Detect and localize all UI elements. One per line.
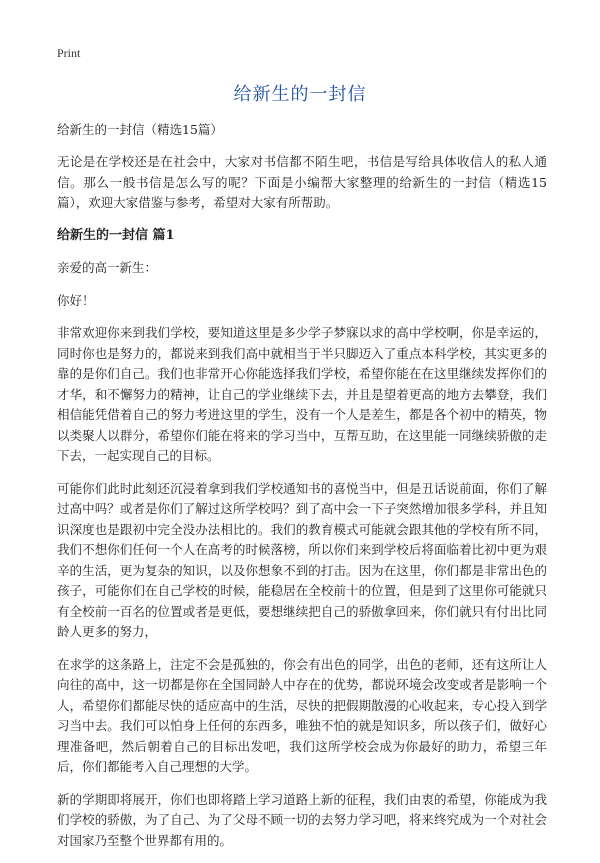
page-title: 给新生的一封信	[233, 84, 367, 105]
body-paragraph-4: 新的学期即将展开，你们也即将踏上学习道路上新的征程，我们由衷的希望，你能成为我们学校的骄傲，为了自己、为了父母不顾一切的去努力学习吧，将来终究成为一个对社会对国家乃至整个世界都有用的。	[57, 791, 547, 848]
print-link[interactable]: Print	[57, 46, 81, 60]
section-heading: 给新生的一封信 篇1	[57, 227, 175, 243]
body-paragraph-1: 非常欢迎你来到我们学校，要知道这里是多少学子梦寐以求的高中学校啊，你是幸运的，同时你也是努力的，都说来到我们高中就相当于半只脚迈入了重点本科学校，其实更多的靠的是你们自己。我们也非常开心你能选择我们学校，希望你能在在这里继续发挥你们的才华，和不懈努力的精神，让自己的学业继续下去，并且是望着更高的地方去攀登，我们相信能凭借着自己的努力考进这里的学生，没有一个人是差生，都是各个初中的精英，物以类聚人以群分，希望你们能在将来的学习当中，互帮互助，在这里能一同继续骄傲的走下去，一起实现自己的目标。	[57, 325, 547, 463]
body-paragraph-3: 在求学的这条路上，注定不会是孤独的，你会有出色的同学，出色的老师，还有这所让人向往的高中，这一切都是你在全国同龄人中存在的优势，都说环境会改变或者是影响一个人，希望你们都能尽快的适应高中的生活，尽快的把假期散漫的心收起来，专心投入到学习当中去。我们可以怕身上任何的东西多，唯独不怕的就是知识多，所以孩子们，做好心理准备吧，然后朝着自己的目标出发吧，我们这所学校会成为你最好的助力，希望三年后，你们都能考入自己理想的大学。	[57, 656, 547, 774]
document-body	[57, 120, 547, 863]
body-paragraph-2: 可能你们此时此刻还沉浸着拿到我们学校通知书的喜悦当中，但是丑话说前面，你们了解过高中吗？或者是你们了解过这所学校吗？到了高中会一下子突然增加很多学科，并且知识深度也是跟初中完全没办法相比的。我们的教育模式可能就会跟其他的学校有所不同，我们不想你们任何一个人在高考的时候落榜，所以你们来到学校后将面临着比初中更为艰辛的生活，更为复杂的知识，以及你想象不到的打击。因为在这里，你们都是非常出色的孩子，可能你们在自己学校的时候，能稳居在全校前十的位置，但是到了这里你可能就只有全校前一百名的位置或者是更低，要想继续把自己的骄傲拿回来，你们就只有付出比同龄人更多的努力，	[57, 480, 547, 639]
salutation: 亲爱的高一新生：	[57, 260, 158, 275]
greeting: 你好！	[57, 292, 95, 308]
intro-paragraph: 无论是在学校还是在社会中，大家对书信都不陌生吧，书信是写给具体收信人的私人通信。那么一般书信是怎么写的呢？下面是小编帮大家整理的给新生的一封信（精选15篇），欢迎大家借鉴与参考，希望对大家有所帮助。	[57, 154, 547, 210]
document-subtitle: 给新生的一封信（精选15篇）	[57, 122, 223, 137]
